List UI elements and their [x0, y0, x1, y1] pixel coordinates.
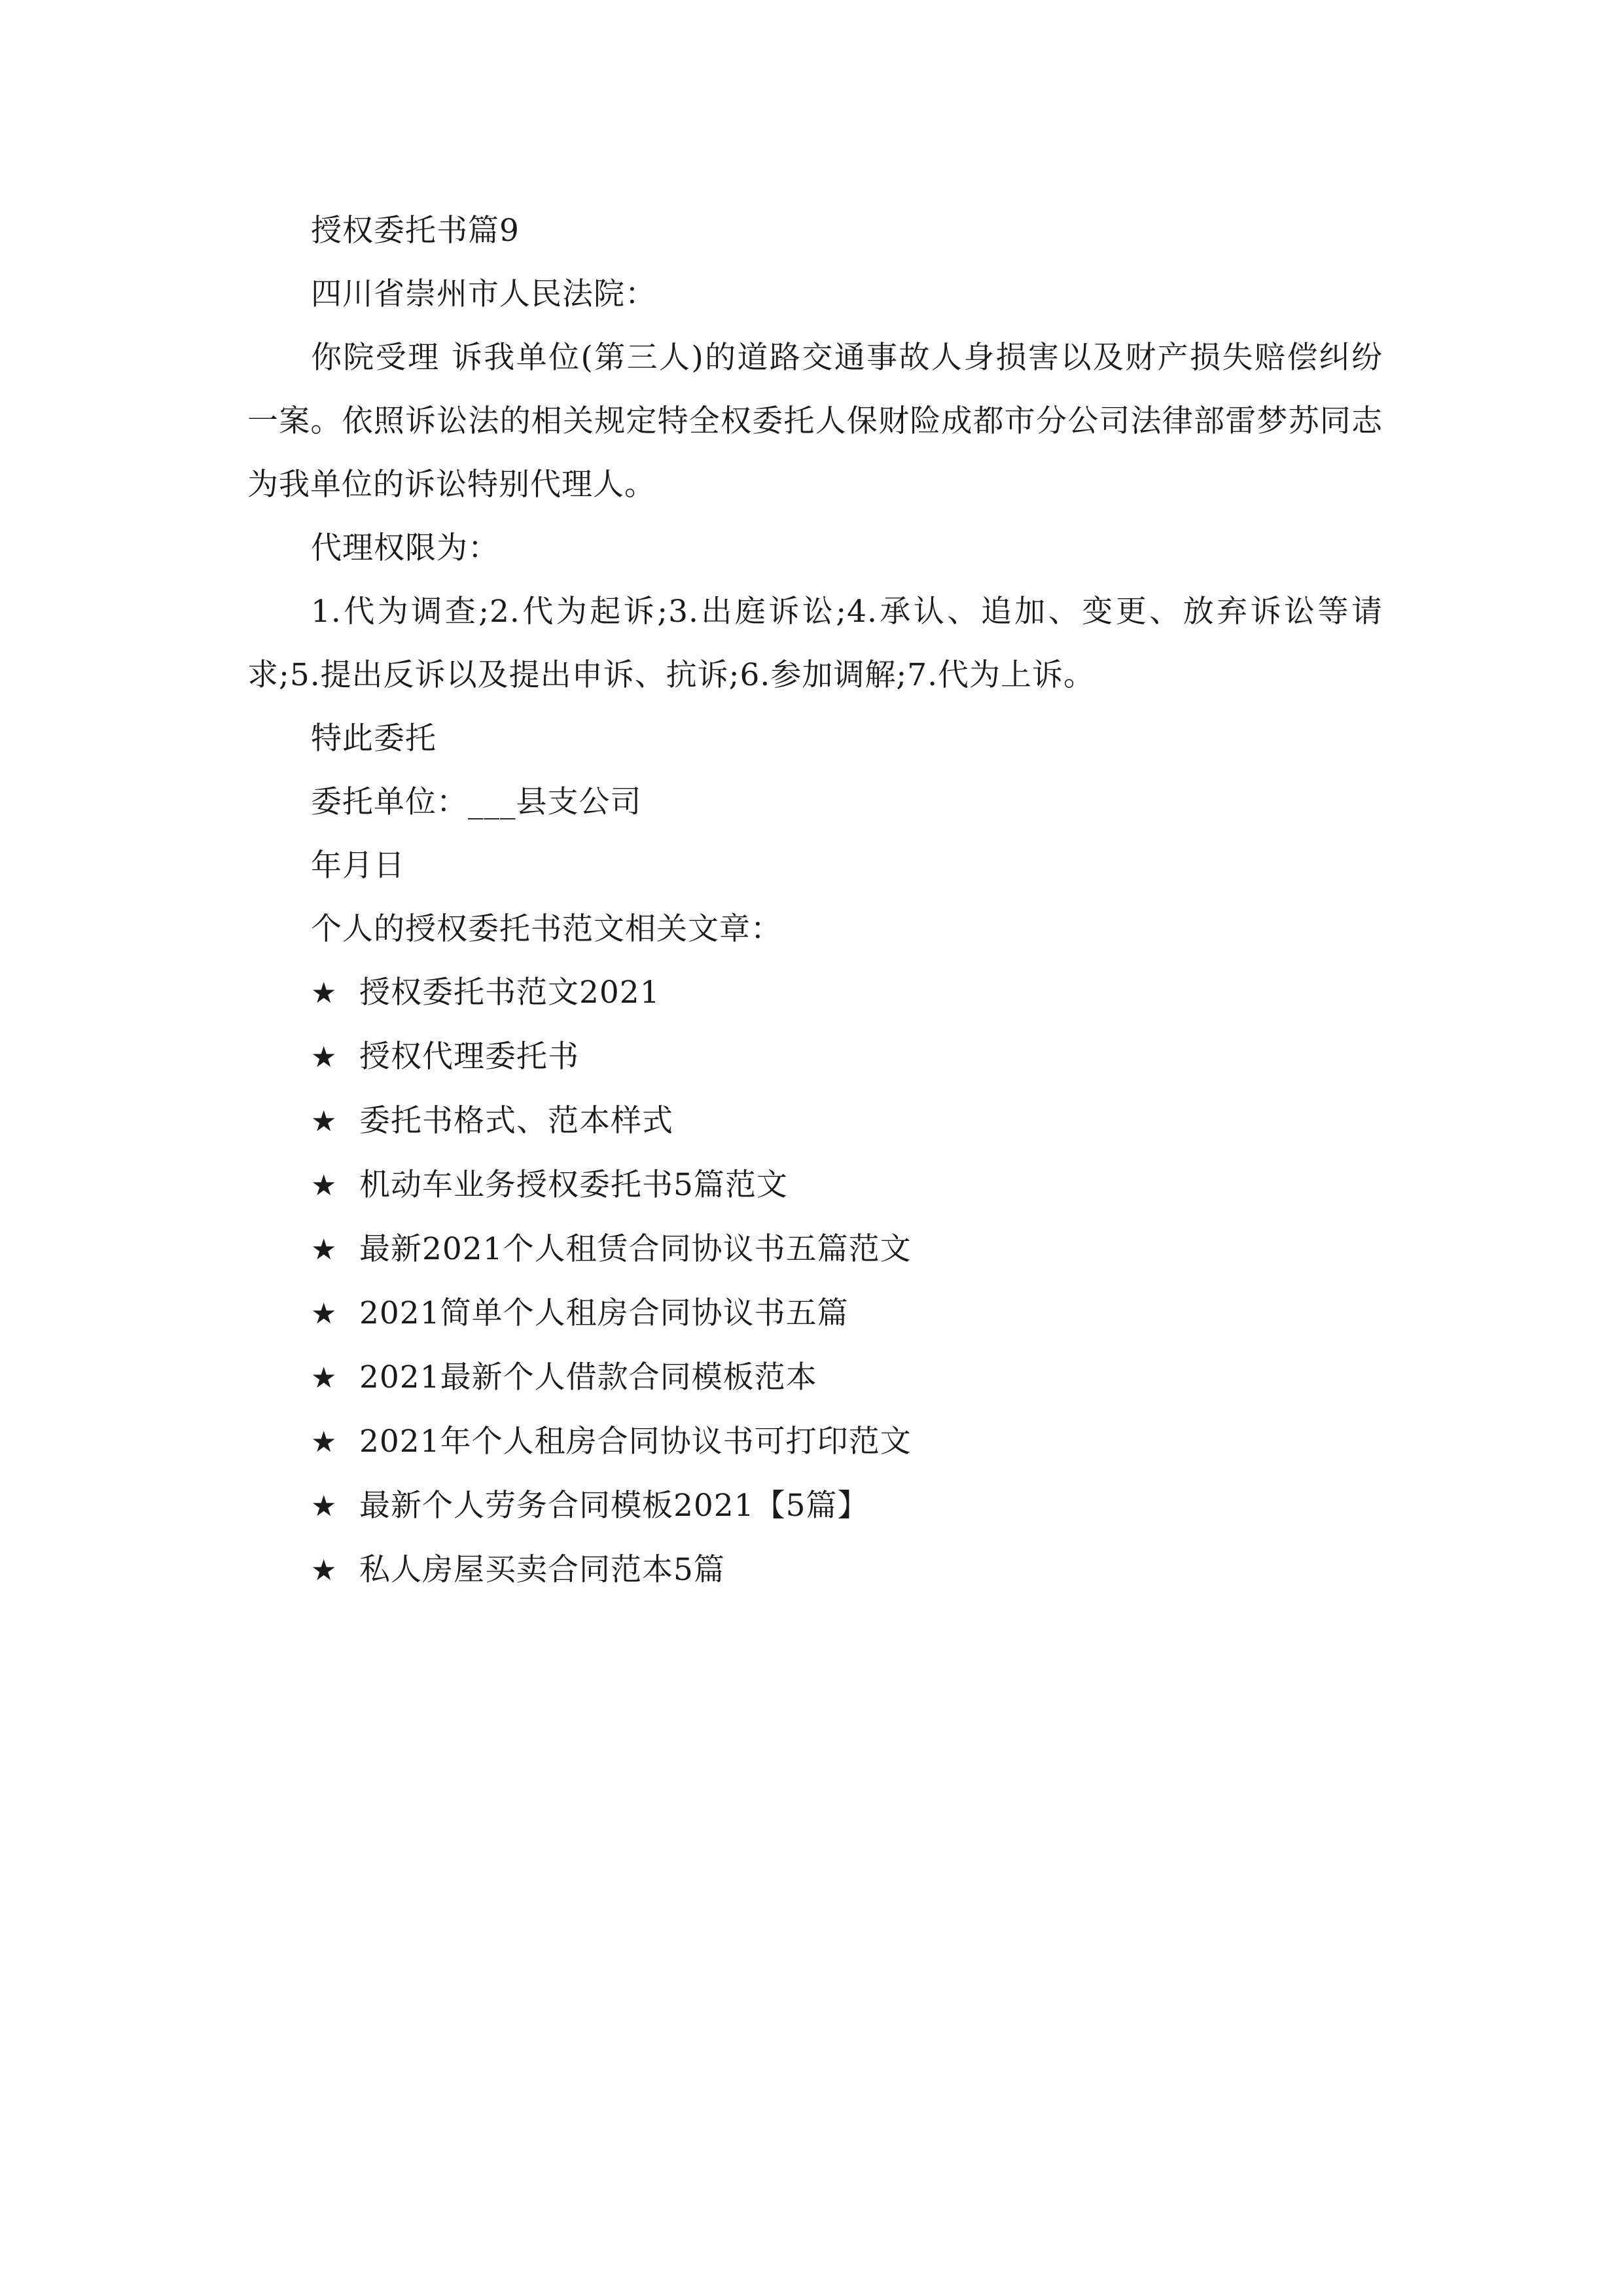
- addressee: 四川省崇州市人民法院：: [311, 276, 656, 312]
- related-article-link[interactable]: 最新2021个人租赁合同协议书五篇范文: [359, 1231, 912, 1267]
- related-article-link[interactable]: 授权代理委托书: [359, 1039, 579, 1075]
- related-article-item[interactable]: [247, 1410, 1383, 1474]
- related-title: 个人的授权委托书范文相关文章：: [311, 911, 782, 947]
- related-article-link[interactable]: 委托书格式、范本样式: [359, 1103, 673, 1139]
- related-article-item[interactable]: [247, 1346, 1383, 1410]
- related-article-item[interactable]: [247, 1089, 1383, 1153]
- document-content: [247, 199, 1383, 1602]
- star-icon: ★: [311, 1554, 338, 1587]
- star-icon: ★: [311, 1490, 338, 1523]
- star-icon: ★: [311, 977, 338, 1010]
- related-article-item[interactable]: [247, 1153, 1383, 1217]
- body-paragraph: 你院受理 诉我单位(第三人)的道路交通事故人身损害以及财产损失赔偿纠纷一案。依照诉讼法的相关规定特全权委托人保财险成都市分公司法律部雷梦苏同志为我单位的诉讼特别代理人。: [247, 340, 1383, 503]
- related-article-link[interactable]: 私人房屋买卖合同范本5篇: [359, 1552, 725, 1588]
- star-icon: ★: [311, 1041, 338, 1074]
- related-article-item[interactable]: [247, 1474, 1383, 1538]
- closing-line: 特此委托: [311, 721, 437, 757]
- star-icon: ★: [311, 1297, 338, 1331]
- authority-items: 1.代为调查;2.代为起诉;3.出庭诉讼;4.承认、追加、变更、放弃诉讼等请求;5.提出反诉以及提出申诉、抗诉;6.参加调解;7.代为上诉。: [247, 594, 1383, 693]
- related-article-link[interactable]: 2021简单个人租房合同协议书五篇: [359, 1295, 849, 1331]
- date-line: 年月日: [311, 848, 405, 884]
- related-article-link[interactable]: 机动车业务授权委托书5篇范文: [359, 1167, 788, 1203]
- star-icon: ★: [311, 1426, 338, 1459]
- document-heading: 授权委托书篇9: [311, 213, 520, 249]
- related-article-item[interactable]: [247, 1538, 1383, 1602]
- related-article-item[interactable]: [247, 961, 1383, 1025]
- signer-line: 委托单位：___县支公司: [311, 784, 642, 820]
- related-articles-list: [247, 961, 1383, 1602]
- related-article-link[interactable]: 2021最新个人借款合同模板范本: [359, 1359, 817, 1395]
- related-article-item[interactable]: [247, 1025, 1383, 1089]
- star-icon: ★: [311, 1169, 338, 1202]
- related-article-item[interactable]: [247, 1282, 1383, 1346]
- star-icon: ★: [311, 1105, 338, 1138]
- related-article-link[interactable]: 授权委托书范文2021: [359, 975, 660, 1011]
- star-icon: ★: [311, 1233, 338, 1266]
- star-icon: ★: [311, 1361, 338, 1395]
- related-article-item[interactable]: [247, 1217, 1383, 1282]
- authority-title: 代理权限为：: [311, 530, 499, 566]
- related-article-link[interactable]: 2021年个人租房合同协议书可打印范文: [359, 1424, 912, 1460]
- related-article-link[interactable]: 最新个人劳务合同模板2021【5篇】: [359, 1488, 869, 1524]
